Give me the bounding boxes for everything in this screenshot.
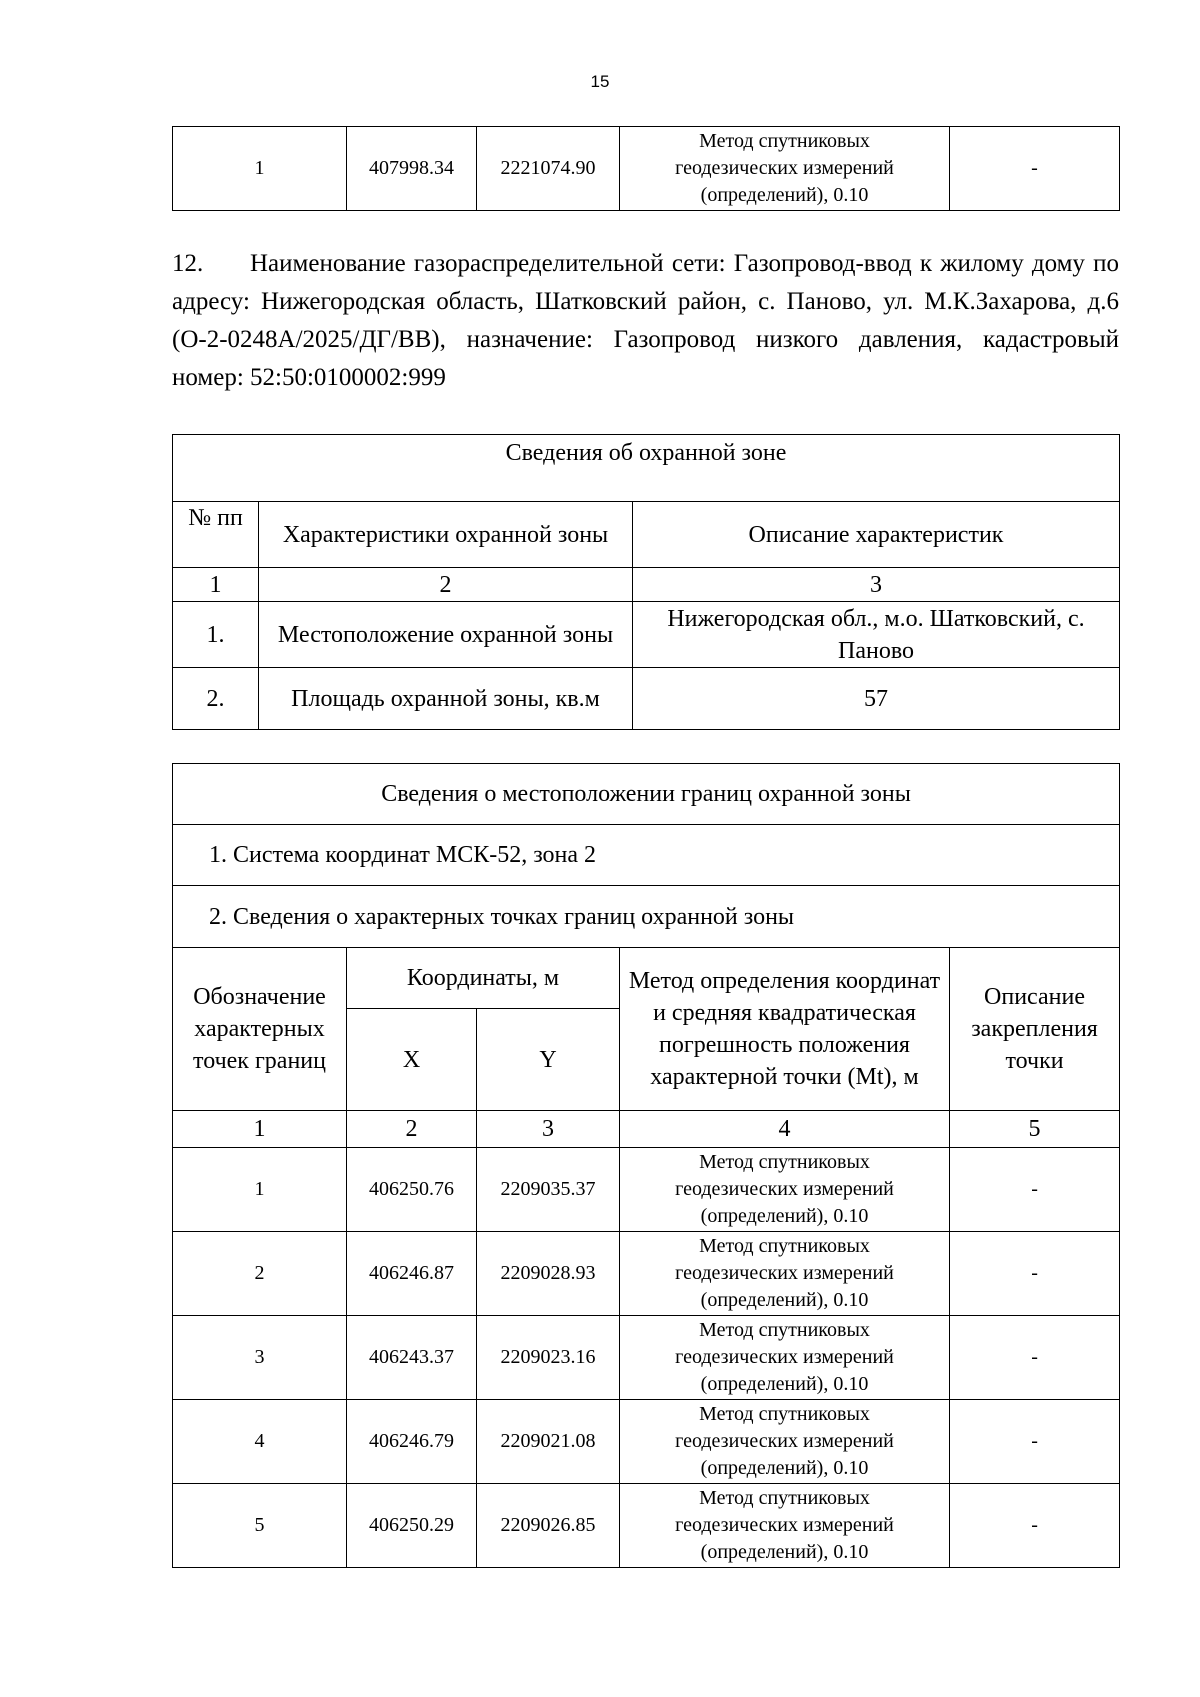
method-line: (определений), 0.10 [700, 1457, 869, 1479]
row-number: 2. [173, 668, 259, 730]
y-cell: 2209026.85 [477, 1484, 620, 1568]
protection-zone-table [172, 434, 1120, 730]
method-line: (определений), 0.10 [700, 1373, 869, 1395]
characteristic-name: Местоположение охранной зоны [259, 602, 633, 668]
header-x: X [347, 1009, 477, 1111]
table-row [173, 1232, 1120, 1316]
method-line: геодезических измерений [675, 1178, 894, 1200]
method-line: Метод спутниковых [699, 1319, 870, 1341]
y-cell: 2209028.93 [477, 1232, 620, 1316]
characteristic-name: Площадь охранной зоны, кв.м [259, 668, 633, 730]
method-cell [620, 127, 950, 211]
paragraph-number: 12. [172, 250, 204, 277]
table-row [173, 127, 1120, 211]
header-designation: Обозначение характерных точек границ [173, 948, 347, 1111]
method-line: Метод спутниковых [699, 1487, 870, 1509]
table-row [173, 1316, 1120, 1400]
col-number: 4 [620, 1111, 950, 1148]
point-cell: 3 [173, 1316, 347, 1400]
point-cell: 1 [173, 127, 347, 211]
x-cell: 407998.34 [347, 127, 477, 211]
col-number: 3 [633, 568, 1120, 602]
x-cell: 406250.76 [347, 1148, 477, 1232]
x-cell: 406246.79 [347, 1400, 477, 1484]
boundary-coordinates-table [172, 763, 1120, 1568]
coords-table-title: Сведения о местоположении границ охранной зоны [173, 764, 1120, 825]
table-row [173, 1484, 1120, 1568]
table-row [173, 1400, 1120, 1484]
method-line: геодезических измерений [675, 1262, 894, 1284]
table-row [173, 602, 1120, 668]
top-coordinates-table [172, 126, 1120, 211]
table-row [173, 668, 1120, 730]
header-description: Описание характеристик [633, 502, 1120, 568]
col-number: 1 [173, 568, 259, 602]
description-cell: - [950, 1400, 1120, 1484]
description-cell: - [950, 1316, 1120, 1400]
method-line: Метод спутниковых [699, 1235, 870, 1257]
x-cell: 406243.37 [347, 1316, 477, 1400]
characteristic-value: 57 [633, 668, 1120, 730]
method-line: Метод спутниковых [699, 130, 870, 152]
method-line: (определений), 0.10 [700, 1541, 869, 1563]
point-cell: 5 [173, 1484, 347, 1568]
method-line: (определений), 0.10 [700, 1205, 869, 1227]
y-cell: 2209021.08 [477, 1400, 620, 1484]
coordinate-system: 1. Система координат МСК-52, зона 2 [173, 825, 1120, 886]
method-line: геодезических измерений [675, 1514, 894, 1536]
description-cell: - [950, 1148, 1120, 1232]
x-cell: 406250.29 [347, 1484, 477, 1568]
method-line: геодезических измерений [675, 1430, 894, 1452]
col-number: 3 [477, 1111, 620, 1148]
header-characteristics: Характеристики охранной зоны [259, 502, 633, 568]
method-cell [620, 1484, 950, 1568]
paragraph-text: Наименование газораспределительной сети: Газопровод-ввод к жилому дому по адресу: Нижегородская область, Шатковский район, с. Паново, ул. М.К.Захарова, д.6 (О-2-0248А/2025/ДГ/ВВ), назначение: Газопровод низкого давления, кадастровый номер: 52:50:0100002:999 [172, 250, 1119, 391]
zone-table-title: Сведения об охранной зоне [173, 435, 1120, 502]
header-num: № пп [173, 502, 259, 568]
method-line: (определений), 0.10 [700, 1289, 869, 1311]
method-cell [620, 1148, 950, 1232]
method-line: Метод спутниковых [699, 1151, 870, 1173]
header-fixing-description: Описание закрепления точки [950, 948, 1120, 1111]
row-number: 1. [173, 602, 259, 668]
method-line: Метод спутниковых [699, 1403, 870, 1425]
y-cell: 2221074.90 [477, 127, 620, 211]
x-cell: 406246.87 [347, 1232, 477, 1316]
network-paragraph [172, 245, 1119, 397]
header-coordinates: Координаты, м [347, 948, 620, 1009]
header-method: Метод определения координат и средняя квадратическая погрешность положения характерной точки (Mt), м [620, 948, 950, 1111]
table-row [173, 1148, 1120, 1232]
method-line: (определений), 0.10 [700, 184, 869, 206]
point-cell: 2 [173, 1232, 347, 1316]
description-cell: - [950, 127, 1120, 211]
col-number: 1 [173, 1111, 347, 1148]
description-cell: - [950, 1484, 1120, 1568]
header-y: Y [477, 1009, 620, 1111]
points-title: 2. Сведения о характерных точках границ охранной зоны [173, 886, 1120, 948]
method-cell [620, 1316, 950, 1400]
method-cell [620, 1232, 950, 1316]
col-number: 2 [347, 1111, 477, 1148]
method-line: геодезических измерений [675, 1346, 894, 1368]
page-number: 15 [590, 72, 610, 91]
point-cell: 1 [173, 1148, 347, 1232]
characteristic-value: Нижегородская обл., м.о. Шатковский, с. Паново [633, 602, 1120, 668]
method-line: геодезических измерений [675, 157, 894, 179]
y-cell: 2209035.37 [477, 1148, 620, 1232]
col-number: 5 [950, 1111, 1120, 1148]
method-cell [620, 1400, 950, 1484]
col-number: 2 [259, 568, 633, 602]
point-cell: 4 [173, 1400, 347, 1484]
y-cell: 2209023.16 [477, 1316, 620, 1400]
description-cell: - [950, 1232, 1120, 1316]
